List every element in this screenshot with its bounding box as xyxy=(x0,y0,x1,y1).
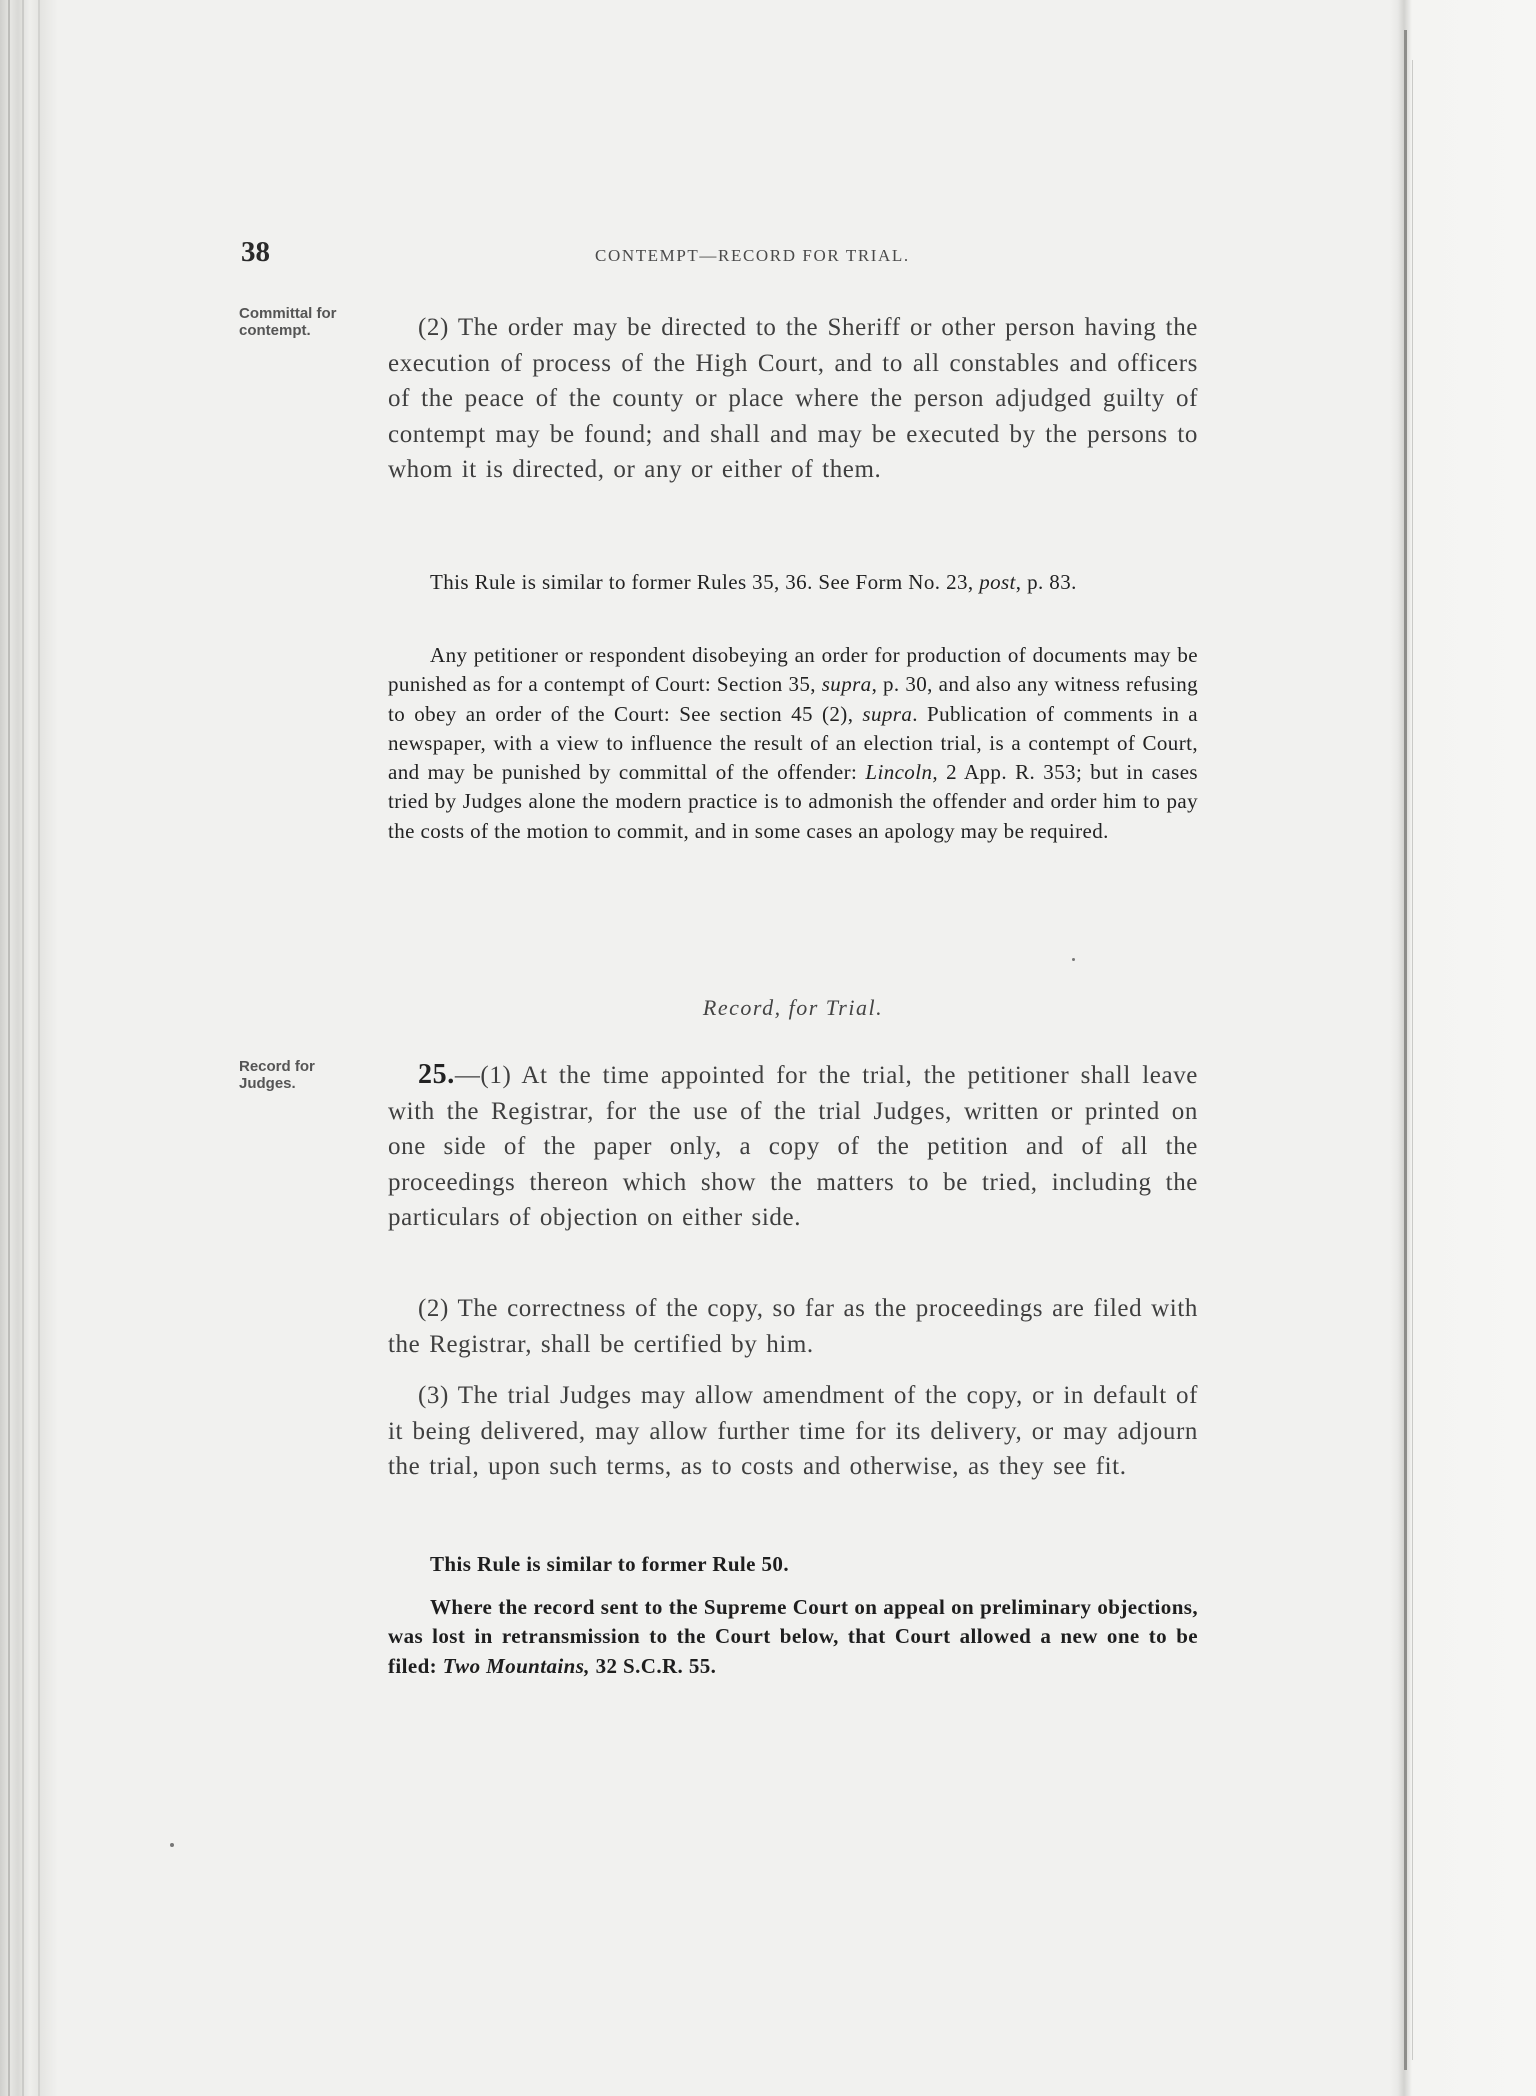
note-former-rule-50: This Rule is similar to former Rule 50. xyxy=(430,1552,789,1576)
page-number: 38 xyxy=(241,236,270,268)
margin-note-committal: Committal for contempt. xyxy=(239,305,337,339)
case-citation: Lincoln, xyxy=(865,760,938,785)
note-text: Any petitioner or respondent disobeying an order for production of documents may be punished as for a contempt of Court: Section 35, xyxy=(388,643,1198,697)
scan-speck xyxy=(1072,958,1075,961)
note-text: , p. 83. xyxy=(1015,570,1077,594)
rule-paragraph-2: (2) The order may be directed to the Sheriff or other person having the execution of process of the High Court, and to all constables and officers of the peace of the county or place where the person adjudged guilty of contempt may be found; and shall and may be executed by the persons to whom it is directed, or any or either of them. xyxy=(388,314,1198,483)
scan-speck xyxy=(170,1843,174,1847)
note-text: Where the record sent to the Supreme Court on appeal on preliminary objections, was lost in retransmission to the Court below, that Court allowed a new one to be filed: xyxy=(388,1595,1198,1678)
rule-number: 25. xyxy=(418,1059,455,1090)
running-head: CONTEMPT—RECORD FOR TRIAL. xyxy=(595,246,910,265)
note-record-lost xyxy=(388,1593,1198,1681)
case-citation: Two Mountains, xyxy=(442,1653,590,1678)
margin-note-record: Record for Judges. xyxy=(239,1058,315,1092)
note-former-rules xyxy=(388,568,1198,597)
note-text: 32 S.C.R. 55. xyxy=(595,1653,717,1678)
rule-25-paragraph-2: (2) The correctness of the copy, so far as the proceedings are filed with the Registrar, shall be certified by him. xyxy=(388,1295,1198,1358)
note-text: This Rule is similar to former Rules 35, 36. See Form No. 23, xyxy=(430,570,974,594)
note-text: 2 App. R. 353; but in cases tried by Judges alone the modern practice is to admonish the offender and order him to pay the costs of the motion to commit, and in some cases an apology may be required. xyxy=(388,760,1198,843)
note-italic: supra xyxy=(862,701,913,726)
note-italic: supra xyxy=(821,672,872,697)
paragraph-text: —(1) At the time appointed for the trial, the petitioner shall leave with the Registrar, for the use of the trial Judges, written or printed on one side of the paper only, a copy of the petition and of all the proceedings thereon which show the matters to be tried, including the particulars of objection on either side. xyxy=(388,1062,1198,1231)
rule-25-paragraph-1 xyxy=(388,1057,1198,1236)
note-text: , p. 30, and also any witness refusing to obey an order of the Court: See section 45 (2), xyxy=(388,672,1199,726)
scan-right-edge xyxy=(1390,0,1536,2096)
note-italic: post xyxy=(979,570,1016,594)
note-contempt xyxy=(388,641,1198,846)
rule-25-paragraph-3: (3) The trial Judges may allow amendment of the copy, or in default of it being delivered, may allow further time for its delivery, or may adjourn the trial, upon such terms, as to costs and otherwise, as they see fit. xyxy=(388,1382,1198,1480)
note-text: . Publication of comments in a newspaper, with a view to influence the result of an election trial, is a contempt of Court, and may be punished by committal of the offender: xyxy=(388,701,1199,785)
scan-left-edge xyxy=(0,0,58,2096)
section-heading: Record, for Trial. xyxy=(702,995,884,1020)
